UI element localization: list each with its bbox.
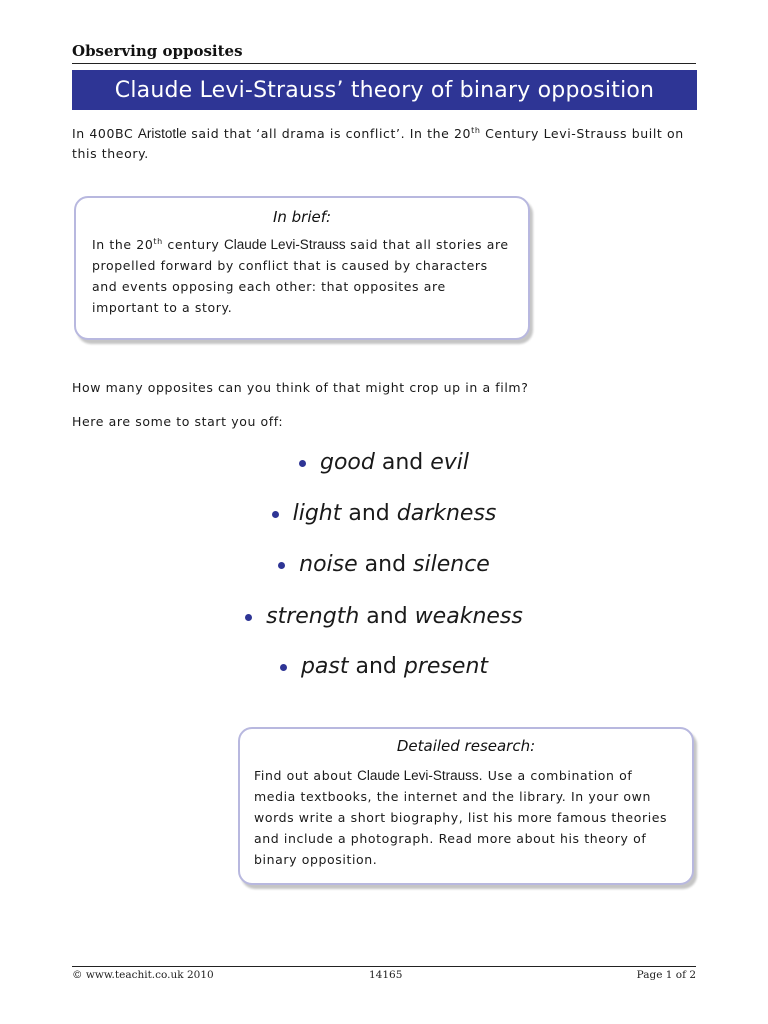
intro-text-1: In 400BC xyxy=(72,126,138,141)
opposite-b: evil xyxy=(430,450,470,475)
opposite-and: and xyxy=(374,450,431,475)
bullet-icon xyxy=(278,562,285,569)
prompt-text: Here are some to start you off: xyxy=(72,414,284,429)
footer-resource-code: 14165 xyxy=(369,969,403,981)
opposite-item xyxy=(0,604,768,629)
title-banner xyxy=(72,70,697,110)
brief-text-3: said that all stories are propelled forward by conflict that is caused by characters and events opposing each other: that opposites are important to a story. xyxy=(92,237,509,315)
opposite-b: weakness xyxy=(414,604,523,629)
opposite-a: strength xyxy=(266,604,360,629)
bullet-icon xyxy=(272,511,279,518)
opposite-a: noise xyxy=(299,552,358,577)
intro-text-2: said that ‘all drama is conflict’. In the 20 xyxy=(186,126,472,141)
opposite-a: good xyxy=(319,450,375,475)
in-brief-title: In brief: xyxy=(272,208,332,226)
page-header-title: Observing opposites xyxy=(72,42,243,60)
intro-aristotle: Aristotle xyxy=(137,126,187,141)
brief-text-1: In the 20 xyxy=(92,237,154,252)
brief-superscript: th xyxy=(153,236,163,246)
bullet-icon xyxy=(245,614,252,621)
bullet-icon xyxy=(299,460,306,467)
opposite-and: and xyxy=(357,552,414,577)
brief-text-2: century xyxy=(162,237,225,252)
research-body xyxy=(254,765,678,870)
intro-superscript: th xyxy=(471,125,481,135)
footer-divider xyxy=(72,966,696,967)
in-brief-body xyxy=(92,234,512,318)
research-name: Claude Levi-Strauss xyxy=(357,768,479,783)
research-text-2: . Use a combination of media textbooks, the internet and the library. In your own words write a short biography, list his more famous theories and include a photograph. Read more about his theory of binary opposition. xyxy=(254,768,668,867)
opposite-a: past xyxy=(300,654,349,679)
header-divider xyxy=(72,63,696,64)
opposite-b: present xyxy=(403,654,489,679)
intro-text-3: Century Levi-Strauss built on this theory. xyxy=(72,126,684,161)
opposite-item xyxy=(0,450,768,475)
opposite-and: and xyxy=(341,501,397,526)
bullet-icon xyxy=(280,664,287,671)
opposite-item xyxy=(0,654,768,679)
footer-page-number: Page 1 of 2 xyxy=(636,969,696,981)
opposite-item xyxy=(0,552,768,577)
in-brief-box xyxy=(74,196,530,340)
opposite-b: darkness xyxy=(396,501,497,526)
opposite-item xyxy=(0,501,768,526)
banner-title: Claude Levi-Strauss’ theory of binary opposition xyxy=(114,77,655,103)
research-text-1: Find out about xyxy=(254,768,358,783)
research-title: Detailed research: xyxy=(396,737,536,755)
intro-paragraph xyxy=(72,124,702,164)
footer-copyright: © www.teachit.co.uk 2010 xyxy=(72,969,214,981)
question-text: How many opposites can you think of that might crop up in a film? xyxy=(72,380,529,395)
detailed-research-box xyxy=(238,727,694,885)
opposite-and: and xyxy=(359,604,415,629)
opposite-a: light xyxy=(292,501,342,526)
opposite-b: silence xyxy=(413,552,490,577)
brief-name: Claude Levi-Strauss xyxy=(224,237,346,252)
opposite-and: and xyxy=(348,654,404,679)
